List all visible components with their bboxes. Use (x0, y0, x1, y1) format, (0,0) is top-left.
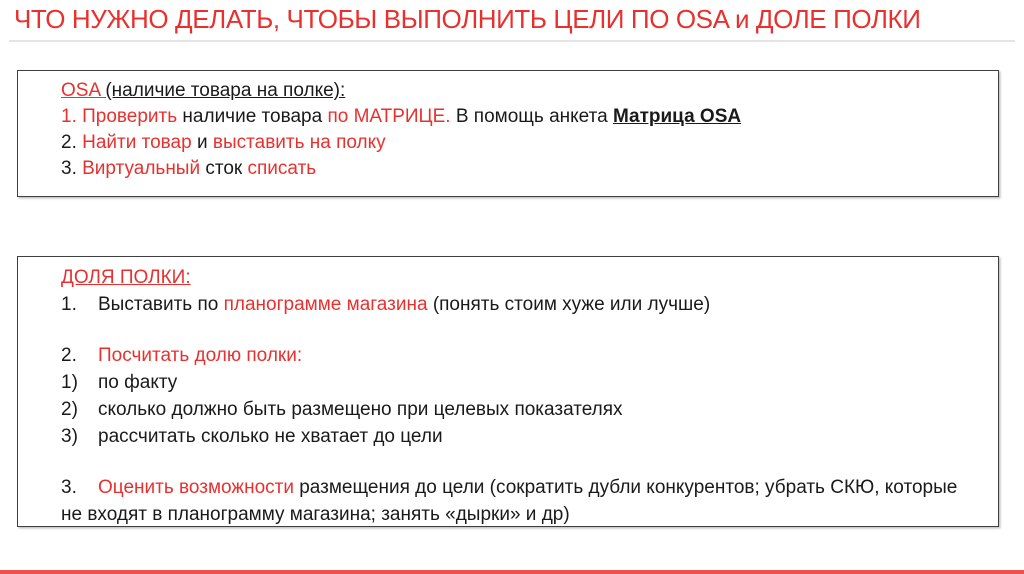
text-segment: OSA (61, 80, 106, 101)
text-segment: выставить на полку (212, 132, 386, 153)
text-line (61, 156, 976, 182)
text-segment: по факту (98, 372, 178, 393)
text-line (61, 342, 976, 369)
line-spacer (61, 450, 976, 474)
text-line (61, 78, 976, 104)
text-line (61, 130, 976, 156)
bottom-accent-line (0, 570, 1024, 574)
text-segment: (понять стоим хуже или лучше) (432, 294, 711, 315)
osa-box (17, 70, 999, 197)
text-segment: Оценить возможности (98, 477, 300, 498)
text-line (61, 291, 976, 318)
list-number: 1. (61, 294, 77, 315)
text-segment: по МАТРИЦЕ. (327, 106, 456, 127)
title-divider (9, 40, 1015, 42)
text-segment: наличие товара (182, 106, 328, 127)
text-segment: сколько должно быть размещено при целевых показателях (98, 399, 623, 420)
text-segment: списать (247, 158, 317, 179)
text-line (61, 396, 976, 423)
list-number: 3. (61, 477, 77, 498)
text-segment: и (196, 132, 213, 153)
text-segment: В помощь анкета (455, 106, 613, 127)
text-segment: сток (205, 158, 248, 179)
text-segment: Виртуальный (82, 158, 206, 179)
text-segment: 2. (61, 132, 83, 153)
text-segment: Выставить по (98, 294, 224, 315)
line-spacer (61, 318, 976, 342)
text-line (61, 104, 976, 130)
text-segment: 1. Проверить (61, 106, 183, 127)
text-segment: размещения до цели (сократить дубли конкурентов; убрать СКЮ, которые не входят в планограмму магазина; занять «дырки» и др) (61, 477, 958, 525)
text-line (61, 369, 976, 396)
text-line (61, 474, 976, 528)
text-segment: Посчитать долю полки: (98, 345, 303, 366)
text-segment: 3. (61, 158, 83, 179)
list-number: 2. (61, 345, 77, 366)
text-line (61, 423, 976, 450)
text-segment: (наличие товара на полке): (105, 80, 346, 101)
page-title: ЧТО НУЖНО ДЕЛАТЬ, ЧТОБЫ ВЫПОЛНИТЬ ЦЕЛИ ПО OSA и ДОЛЕ ПОЛКИ (14, 4, 921, 34)
text-line (61, 264, 976, 291)
text-segment: Матрица OSA (612, 106, 742, 127)
text-segment: рассчитать сколько не хватает до цели (98, 426, 443, 447)
list-number: 3) (61, 426, 78, 447)
shelf-share-box (17, 256, 999, 527)
text-segment: ДОЛЯ ПОЛКИ: (61, 267, 191, 288)
text-segment: планограмме магазина (223, 294, 433, 315)
text-segment: Найти товар (82, 132, 197, 153)
list-number: 1) (61, 372, 78, 393)
list-number: 2) (61, 399, 78, 420)
